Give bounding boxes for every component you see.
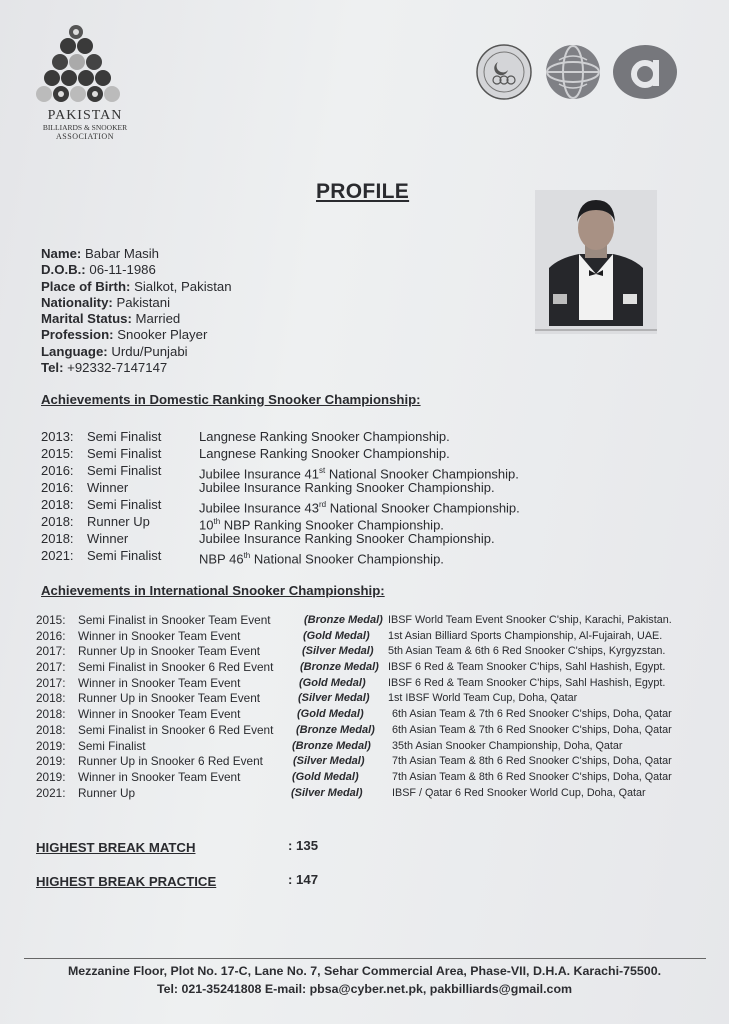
- info-value: 06-11-1986: [89, 262, 156, 278]
- domestic-year: 2015:: [41, 446, 74, 461]
- domestic-event-sup: th: [213, 517, 221, 526]
- international-description: Runner Up in Snooker Team Event: [78, 691, 261, 706]
- international-heading: Achievements in International Snooker Championship:: [41, 583, 385, 598]
- international-description: Winner in Snooker Team Event: [78, 675, 241, 690]
- international-row: [36, 691, 696, 707]
- medal-label: (Bronze Medal): [292, 739, 371, 752]
- info-row: [41, 295, 232, 311]
- domestic-event-post: National Snooker Championship.: [325, 466, 519, 482]
- page-title: PROFILE: [316, 180, 410, 203]
- info-row: [41, 327, 232, 343]
- highest-break-match-label: HIGHEST BREAK MATCH: [36, 840, 196, 855]
- international-event: 1st IBSF World Team Cup, Doha, Qatar: [388, 692, 578, 705]
- international-row: [36, 739, 696, 755]
- info-label: Place of Birth:: [41, 278, 131, 294]
- highest-break-practice-label: HIGHEST BREAK PRACTICE: [36, 874, 217, 889]
- logo-org-line3: ASSOCIATION: [56, 132, 114, 141]
- info-row: [41, 311, 232, 327]
- info-label: Profession:: [41, 327, 114, 343]
- medal-label: (Bronze Medal): [300, 661, 379, 674]
- international-event: 35th Asian Snooker Championship, Doha, Qatar: [392, 739, 623, 752]
- international-event: IBSF 6 Red & Team Snooker C'hips, Sahl Hashish, Egypt.: [388, 661, 666, 674]
- domestic-year: 2018:: [41, 497, 74, 512]
- pbsa-logo: [30, 22, 140, 152]
- domestic-event-sup: st: [318, 466, 326, 475]
- footer-divider: [24, 958, 706, 959]
- info-value: +92332-7147147: [67, 360, 168, 376]
- domestic-position: Semi Finalist: [87, 497, 162, 512]
- domestic-event: Jubilee Insurance Ranking Snooker Championship.: [199, 480, 495, 495]
- highest-break-match: [36, 838, 319, 855]
- info-row: [41, 262, 232, 278]
- domestic-event-pre: NBP 46: [199, 551, 244, 567]
- highest-break-match-value: : 135: [288, 838, 319, 853]
- info-label: Tel:: [41, 360, 64, 376]
- domestic-position: Winner: [87, 531, 129, 546]
- international-year: 2017:: [36, 675, 66, 690]
- international-row: [36, 723, 696, 739]
- snooker-balls-icon: [30, 22, 140, 122]
- international-year: 2019:: [36, 738, 66, 753]
- international-description: Semi Finalist in Snooker 6 Red Event: [78, 722, 274, 737]
- domestic-position: Semi Finalist: [87, 429, 162, 444]
- domestic-position: Semi Finalist: [87, 463, 162, 478]
- info-label: D.O.B.:: [41, 262, 86, 278]
- international-event: 6th Asian Team & 7th 6 Red Snooker C'ships, Doha, Qatar: [392, 723, 672, 736]
- info-row: [41, 344, 232, 360]
- international-event: 7th Asian Team & 8th 6 Red Snooker C'ships, Doha, Qatar: [392, 755, 672, 768]
- international-event: 6th Asian Team & 7th 6 Red Snooker C'ships, Doha, Qatar: [392, 708, 672, 721]
- international-year: 2019:: [36, 754, 66, 769]
- international-event: 1st Asian Billiard Sports Championship, Al-Fujairah, UAE.: [388, 629, 663, 642]
- medal-label: (Gold Medal): [303, 629, 370, 642]
- info-value: Snooker Player: [117, 327, 208, 343]
- international-row: [36, 660, 696, 676]
- domestic-achievements: [41, 428, 601, 567]
- international-description: Semi Finalist in Snooker 6 Red Event: [78, 660, 274, 675]
- medal-label: (Silver Medal): [293, 755, 365, 768]
- domestic-event-pre: Jubilee Insurance 41: [199, 466, 319, 482]
- domestic-event: Jubilee Insurance Ranking Snooker Championship.: [199, 531, 495, 546]
- international-year: 2016:: [36, 628, 66, 643]
- domestic-year: 2013:: [41, 429, 74, 444]
- medal-label: (Silver Medal): [291, 786, 363, 799]
- domestic-event-pre: 10: [199, 517, 214, 533]
- domestic-year: 2021:: [41, 548, 74, 563]
- international-year: 2021:: [36, 785, 66, 800]
- domestic-event: [199, 547, 444, 567]
- domestic-heading: Achievements in Domestic Ranking Snooker Championship:: [41, 392, 421, 407]
- international-year: 2018:: [36, 707, 66, 722]
- domestic-event: Langnese Ranking Snooker Championship.: [199, 446, 450, 461]
- highest-break-practice-value: : 147: [288, 872, 319, 887]
- domestic-event-pre: Jubilee Insurance 43: [199, 500, 319, 516]
- medal-label: (Gold Medal): [299, 676, 366, 689]
- emblem-group: [476, 44, 686, 104]
- domestic-year: 2016:: [41, 480, 74, 495]
- international-description: Runner Up in Snooker 6 Red Event: [78, 754, 263, 769]
- medal-label: (Bronze Medal): [304, 614, 383, 626]
- international-year: 2017:: [36, 660, 66, 675]
- international-achievements: [36, 613, 696, 801]
- personal-info: [41, 246, 232, 376]
- player-photo: [535, 190, 657, 334]
- domestic-row: [41, 462, 601, 482]
- medal-label: (Gold Medal): [297, 708, 364, 721]
- info-row: [41, 279, 232, 295]
- domestic-event-sup: rd: [318, 500, 327, 509]
- domestic-row: [41, 479, 601, 496]
- international-event: IBSF 6 Red & Team Snooker C'hips, Sahl Hashish, Egypt.: [388, 676, 666, 689]
- olympic-emblem-icon: [476, 44, 532, 100]
- international-description: Winner in Snooker Team Event: [78, 628, 241, 643]
- info-row: [41, 246, 232, 262]
- international-row: [36, 770, 696, 786]
- international-row: [36, 644, 696, 660]
- domestic-event-post: NBP Ranking Snooker Championship.: [220, 517, 444, 533]
- international-event: IBSF World Team Event Snooker C'ship, Karachi, Pakistan.: [388, 614, 672, 626]
- domestic-event-post: National Snooker Championship.: [250, 551, 444, 567]
- international-description: Winner in Snooker Team Event: [78, 769, 241, 784]
- international-description: Runner Up: [78, 785, 136, 800]
- logo-org-name: PAKISTAN: [47, 108, 123, 123]
- international-row: [36, 754, 696, 770]
- domestic-row: [41, 547, 601, 567]
- medal-label: (Bronze Medal): [296, 723, 375, 736]
- info-label: Language:: [41, 343, 108, 359]
- medal-label: (Gold Medal): [292, 770, 359, 783]
- info-label: Nationality:: [41, 294, 113, 310]
- globe-emblem-icon: [545, 44, 601, 100]
- domestic-event: Langnese Ranking Snooker Championship.: [199, 429, 450, 444]
- info-label: Name:: [41, 246, 82, 261]
- domestic-position: Semi Finalist: [87, 446, 162, 461]
- info-value: Pakistani: [116, 294, 170, 310]
- international-row: [36, 707, 696, 723]
- footer-contact: Tel: 021-35241808 E-mail: pbsa@cyber.net.pk, pakbilliards@gmail.com: [156, 982, 573, 996]
- domestic-position: Semi Finalist: [87, 548, 162, 563]
- info-value: Urdu/Punjabi: [111, 343, 188, 359]
- domestic-row: [41, 496, 601, 516]
- international-row: [36, 786, 696, 802]
- domestic-year: 2018:: [41, 514, 74, 529]
- international-event: 7th Asian Team & 8th 6 Red Snooker C'ships, Doha, Qatar: [392, 770, 672, 783]
- international-description: Runner Up in Snooker Team Event: [78, 644, 261, 659]
- international-year: 2019:: [36, 769, 66, 784]
- footer-address: Mezzanine Floor, Plot No. 17-C, Lane No. 7, Sehar Commercial Area, Phase-VII, D.H.A. Karachi-75500.: [67, 964, 662, 978]
- domestic-row: [41, 513, 601, 533]
- domestic-row: [41, 530, 601, 547]
- international-description: Semi Finalist: [78, 738, 146, 753]
- logo-org-line2: BILLIARDS & SNOOKER: [42, 123, 128, 132]
- domestic-position: Winner: [87, 480, 129, 495]
- domestic-year: 2016:: [41, 463, 74, 478]
- medal-label: (Silver Medal): [302, 645, 374, 658]
- international-year: 2018:: [36, 691, 66, 706]
- info-row: [41, 360, 232, 376]
- international-description: Semi Finalist in Snooker Team Event: [78, 613, 271, 627]
- info-value: Babar Masih: [84, 246, 160, 261]
- highest-break-practice: [36, 872, 319, 889]
- domestic-event-post: National Snooker Championship.: [326, 500, 520, 516]
- international-row: [36, 676, 696, 692]
- international-row: [36, 613, 696, 629]
- medal-label: (Silver Medal): [298, 692, 370, 705]
- international-year: 2017:: [36, 644, 66, 659]
- international-event: 5th Asian Team & 6th 6 Red Snooker C'ships, Kyrgyzstan.: [388, 645, 666, 658]
- info-value: Married: [135, 311, 181, 327]
- domestic-position: Runner Up: [87, 514, 150, 529]
- info-label: Marital Status:: [41, 311, 132, 327]
- letter-a-emblem-icon: [612, 44, 678, 100]
- international-description: Winner in Snooker Team Event: [78, 707, 241, 722]
- domestic-year: 2018:: [41, 531, 74, 546]
- international-year: 2018:: [36, 722, 66, 737]
- domestic-event-sup: th: [243, 551, 251, 560]
- international-event: IBSF / Qatar 6 Red Snooker World Cup, Doha, Qatar: [392, 786, 646, 799]
- domestic-row: [41, 445, 601, 462]
- info-value: Sialkot, Pakistan: [134, 278, 232, 294]
- international-year: 2015:: [36, 613, 66, 627]
- domestic-row: [41, 428, 601, 445]
- international-row: [36, 629, 696, 645]
